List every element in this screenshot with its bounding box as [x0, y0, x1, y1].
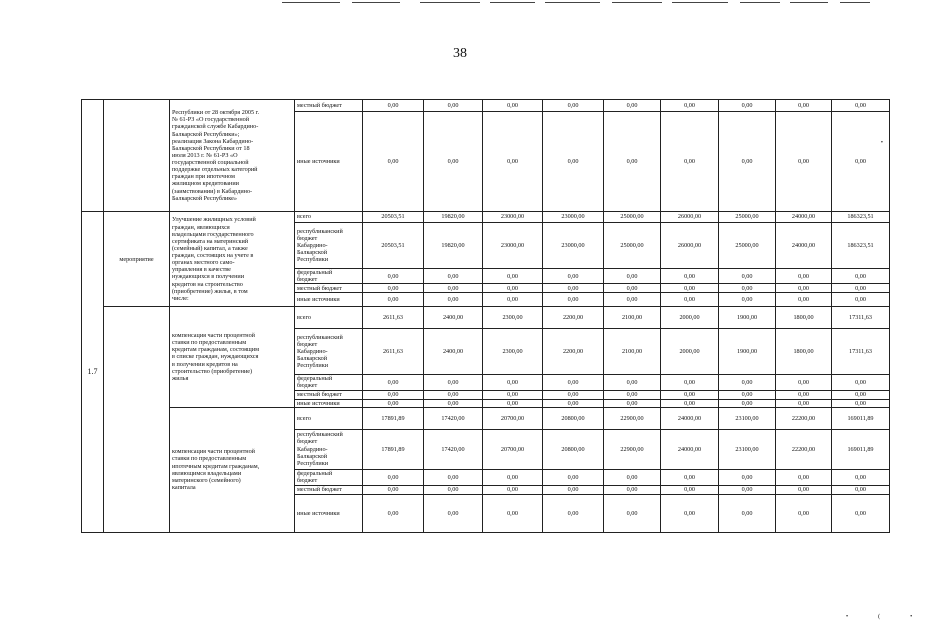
amount-cell: 0,00 [363, 390, 424, 399]
amount-cell: 0,00 [604, 469, 661, 485]
amount-cell: 0,00 [776, 100, 832, 112]
amount-cell: 0,00 [363, 112, 424, 212]
amount-cell: 0,00 [832, 485, 890, 494]
scan-top-rule [790, 2, 828, 3]
amount-cell: 1800,00 [776, 329, 832, 375]
table-row [82, 100, 890, 112]
item-description: Улучшение жилищных условий граждан, являющихся владельцами государственного сертификата на материнский (семейный) капитал, а также граждан, состоящих на учете в органах местного само- управления в качестве нуждающихся в получении кредитов на строительство (приобретение) жилья, в том числе: [170, 212, 295, 307]
amount-cell: 2611,63 [363, 329, 424, 375]
amount-cell: 23100,00 [719, 429, 776, 469]
funding-source: республиканский бюджет Кабардино- Балкарской Республики [295, 329, 363, 375]
amount-cell: 0,00 [661, 375, 719, 390]
amount-cell: 2300,00 [483, 329, 543, 375]
item-type-cell: мероприятие [104, 212, 170, 307]
amount-cell: 0,00 [832, 469, 890, 485]
amount-cell: 22900,00 [604, 407, 661, 429]
amount-cell: 0,00 [483, 469, 543, 485]
amount-cell: 0,00 [719, 494, 776, 532]
amount-cell: 0,00 [424, 399, 483, 407]
amount-cell: 26000,00 [661, 223, 719, 269]
amount-cell: 169011,89 [832, 429, 890, 469]
corner-mark: (• [878, 614, 942, 620]
row-code-cell: 1.7 [82, 212, 104, 533]
amount-cell: 0,00 [424, 269, 483, 284]
amount-cell: 0,00 [424, 100, 483, 112]
funding-source: местный бюджет [295, 390, 363, 399]
amount-cell: 0,00 [483, 390, 543, 399]
amount-cell: 0,00 [661, 100, 719, 112]
amount-cell: 0,00 [363, 284, 424, 293]
amount-cell: 0,00 [483, 485, 543, 494]
amount-cell: 25000,00 [604, 212, 661, 223]
amount-cell: 24000,00 [776, 223, 832, 269]
amount-cell: 186323,51 [832, 223, 890, 269]
scan-top-rule [740, 2, 780, 3]
funding-source: местный бюджет [295, 284, 363, 293]
amount-cell: 19820,00 [424, 212, 483, 223]
funding-source: иные источники [295, 494, 363, 532]
amount-cell: 0,00 [661, 293, 719, 307]
amount-cell: 0,00 [604, 399, 661, 407]
amount-cell: 19820,00 [424, 223, 483, 269]
amount-cell: 0,00 [543, 485, 604, 494]
amount-cell: 0,00 [363, 469, 424, 485]
amount-cell: 0,00 [424, 293, 483, 307]
amount-cell: 0,00 [661, 269, 719, 284]
scan-top-rule [352, 2, 400, 3]
amount-cell: 186323,51 [832, 212, 890, 223]
amount-cell: 169011,89 [832, 407, 890, 429]
amount-cell: 2100,00 [604, 329, 661, 375]
amount-cell: 0,00 [776, 112, 832, 212]
scan-top-rule [672, 2, 728, 3]
amount-cell: 0,00 [832, 399, 890, 407]
amount-cell: 0,00 [543, 494, 604, 532]
amount-cell: 2200,00 [543, 307, 604, 329]
table-row [82, 407, 890, 429]
amount-cell: 24000,00 [661, 407, 719, 429]
funding-source: иные источники [295, 293, 363, 307]
amount-cell: 0,00 [543, 293, 604, 307]
amount-cell: 0,00 [661, 469, 719, 485]
amount-cell: 0,00 [543, 269, 604, 284]
amount-cell: 0,00 [719, 100, 776, 112]
funding-source: местный бюджет [295, 485, 363, 494]
amount-cell: 0,00 [661, 399, 719, 407]
amount-cell: 0,00 [776, 485, 832, 494]
scan-top-rule [490, 2, 535, 3]
amount-cell: 2400,00 [424, 307, 483, 329]
amount-cell: 0,00 [483, 293, 543, 307]
amount-cell: 0,00 • [832, 112, 890, 212]
amount-cell: 24000,00 [661, 429, 719, 469]
amount-cell: 0,00 [661, 485, 719, 494]
amount-cell: 0,00 [832, 494, 890, 532]
amount-cell: 0,00 [543, 469, 604, 485]
amount-cell: 0,00 [483, 269, 543, 284]
amount-cell: 20700,00 [483, 429, 543, 469]
amount-cell: 17891,89 [363, 429, 424, 469]
amount-cell: 23100,00 [719, 407, 776, 429]
amount-cell: 0,00 [832, 284, 890, 293]
amount-cell: 0,00 [363, 375, 424, 390]
amount-cell: 0,00 [776, 375, 832, 390]
item-type-cell [104, 307, 170, 532]
scan-top-rule [612, 2, 662, 3]
amount-cell: 25000,00 [719, 212, 776, 223]
amount-cell: 2000,00 [661, 307, 719, 329]
funding-source: республиканский бюджет Кабардино- Балкарской Республики [295, 429, 363, 469]
amount-cell: 0,00 [776, 284, 832, 293]
scan-mark: • [880, 140, 883, 146]
funding-source: федеральный бюджет [295, 469, 363, 485]
amount-cell: 22200,00 [776, 407, 832, 429]
amount-cell: 23000,00 [483, 212, 543, 223]
amount-cell: 23000,00 [543, 212, 604, 223]
amount-cell: 20700,00 [483, 407, 543, 429]
amount-cell: 0,00 [483, 284, 543, 293]
amount-cell: 0,00 [604, 375, 661, 390]
amount-cell: 0,00 [363, 269, 424, 284]
amount-cell: 0,00 [776, 390, 832, 399]
amount-cell: 0,00 [832, 100, 890, 112]
amount-cell: 25000,00 [719, 223, 776, 269]
amount-cell: 0,00 [483, 375, 543, 390]
amount-cell: 23000,00 [543, 223, 604, 269]
row-code-cell [82, 100, 104, 212]
amount-cell: 2100,00 [604, 307, 661, 329]
amount-cell: 0,00 [776, 399, 832, 407]
amount-cell: 20800,00 [543, 429, 604, 469]
amount-cell: 0,00 [832, 390, 890, 399]
item-description: компенсация части процентной ставки по предоставленным ипотечным кредитам гражданам, являющимся владельцами материнского (семейного) капитала [170, 407, 295, 532]
funding-source: республиканский бюджет Кабардино- Балкарской Республики [295, 223, 363, 269]
amount-cell: 0,00 [776, 293, 832, 307]
scan-top-rule [420, 2, 480, 3]
amount-cell: 1900,00 [719, 307, 776, 329]
scan-top-rule [840, 2, 870, 3]
amount-cell: 2300,00 [483, 307, 543, 329]
amount-cell: 0,00 [424, 469, 483, 485]
item-type-cell [104, 100, 170, 212]
amount-cell: 2200,00 [543, 329, 604, 375]
scan-top-rule [545, 2, 600, 3]
item-description: Республики от 28 октября 2005 г. № 61-РЗ «О государственной гражданской службе Кабардино- Балкарской Республики»; реализация Закона Кабардино- Балкарской Республики от 18 июля 2013 г. № 61-РЗ «О государственной социальной поддержке отдельных категорий граждан при ипотечном жилищном кредитовании (заимствовании) в Кабардино- Балкарской Республике» [170, 100, 295, 212]
corner-marks [846, 614, 942, 620]
amount-cell: 0,00 [604, 284, 661, 293]
amount-cell: 0,00 [543, 390, 604, 399]
amount-cell: 17420,00 [424, 407, 483, 429]
amount-cell: 0,00 [604, 485, 661, 494]
amount-cell: 0,00 [719, 112, 776, 212]
corner-mark: • [846, 614, 879, 620]
amount-cell: 0,00 [543, 375, 604, 390]
amount-cell: 0,00 [719, 469, 776, 485]
amount-cell: 0,00 [776, 494, 832, 532]
amount-cell: 0,00 [719, 390, 776, 399]
amount-cell: 0,00 [483, 399, 543, 407]
funding-source: всего [295, 212, 363, 223]
funding-source: всего [295, 307, 363, 329]
amount-cell: 0,00 [363, 100, 424, 112]
funding-source: местный бюджет [295, 100, 363, 112]
amount-cell: 17311,63 [832, 329, 890, 375]
funding-source: иные источники [295, 112, 363, 212]
amount-cell: 20800,00 [543, 407, 604, 429]
amount-cell: 0,00 [483, 100, 543, 112]
funding-source: федеральный бюджет [295, 269, 363, 284]
amount-cell: 0,00 [719, 284, 776, 293]
amount-cell: 0,00 [719, 293, 776, 307]
amount-cell: 24000,00 [776, 212, 832, 223]
amount-cell: 0,00 [424, 390, 483, 399]
scan-top-rule [282, 2, 340, 3]
amount-cell: 0,00 [363, 485, 424, 494]
amount-cell: 0,00 [604, 269, 661, 284]
amount-cell: 0,00 [543, 399, 604, 407]
table-row [82, 212, 890, 223]
amount-cell: 0,00 [776, 269, 832, 284]
item-description: компенсация части процентной ставки по предоставленным кредитам гражданам, состоящим в списке граждан, нуждающихся в получении кредитов на строительство (приобретение) жилья [170, 307, 295, 407]
amount-cell: 23000,00 [483, 223, 543, 269]
amount-cell: 0,00 [604, 293, 661, 307]
amount-cell: 0,00 [661, 390, 719, 399]
amount-cell: 0,00 [424, 284, 483, 293]
amount-cell: 0,00 [543, 112, 604, 212]
amount-cell: 0,00 [483, 112, 543, 212]
amount-cell: 22200,00 [776, 429, 832, 469]
amount-cell: 17311,63 [832, 307, 890, 329]
amount-cell: 0,00 [832, 375, 890, 390]
funding-source: иные источники [295, 399, 363, 407]
amount-cell: 0,00 [363, 399, 424, 407]
amount-cell: 0,00 [719, 485, 776, 494]
amount-cell: 0,00 [363, 293, 424, 307]
amount-cell: 0,00 [832, 269, 890, 284]
amount-cell: 0,00 [776, 469, 832, 485]
amount-cell: 0,00 [543, 100, 604, 112]
amount-cell: 0,00 [424, 494, 483, 532]
amount-cell: 0,00 [719, 375, 776, 390]
budget-table [81, 99, 890, 533]
amount-cell: 2000,00 [661, 329, 719, 375]
amount-cell: 22900,00 [604, 429, 661, 469]
table-row [82, 307, 890, 329]
amount-cell: 0,00 [424, 112, 483, 212]
amount-cell: 0,00 [719, 269, 776, 284]
amount-cell: 1800,00 [776, 307, 832, 329]
amount-cell: 0,00 [604, 494, 661, 532]
funding-source: федеральный бюджет [295, 375, 363, 390]
amount-cell: 0,00 [661, 112, 719, 212]
amount-cell: 0,00 [832, 293, 890, 307]
amount-cell: 26000,00 [661, 212, 719, 223]
amount-cell: 17420,00 [424, 429, 483, 469]
amount-cell: 0,00 [483, 494, 543, 532]
amount-cell: 0,00 [363, 494, 424, 532]
amount-cell: 17891,89 [363, 407, 424, 429]
amount-cell: 0,00 [543, 284, 604, 293]
amount-cell: 0,00 [719, 399, 776, 407]
amount-cell: 0,00 [661, 284, 719, 293]
budget-table-body [82, 100, 890, 533]
page-number: 38 [453, 46, 467, 61]
amount-cell: 2611,63 [363, 307, 424, 329]
amount-cell: 20503,51 [363, 212, 424, 223]
amount-cell: 2400,00 [424, 329, 483, 375]
funding-source: всего [295, 407, 363, 429]
amount-cell: 20503,51 [363, 223, 424, 269]
amount-cell: 0,00 [604, 390, 661, 399]
amount-cell: 0,00 [604, 100, 661, 112]
amount-cell: 25000,00 [604, 223, 661, 269]
amount-cell: 0,00 [604, 112, 661, 212]
amount-cell: 0,00 [661, 494, 719, 532]
amount-cell: 0,00 [424, 485, 483, 494]
amount-cell: 0,00 [424, 375, 483, 390]
amount-cell: 1900,00 [719, 329, 776, 375]
